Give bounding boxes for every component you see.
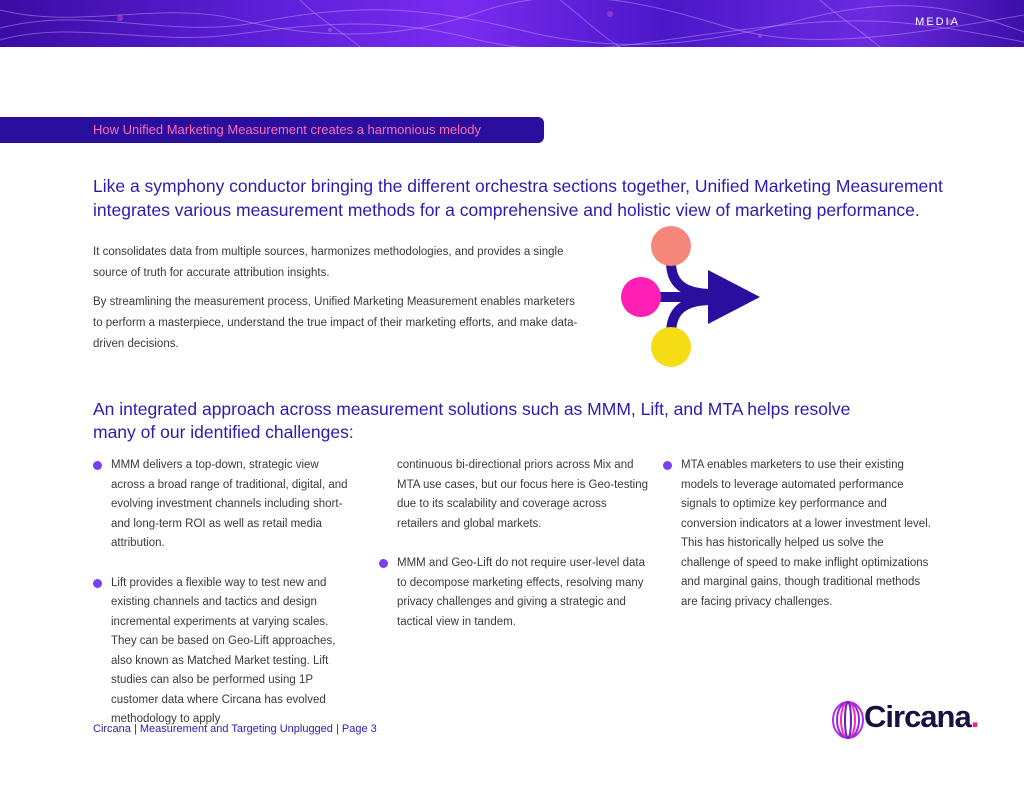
- list-item: MMM delivers a top-down, strategic view across a broad range of traditional, digital, and evolving investment channels including short- and long-term ROI as well as retail media attribution.: [93, 456, 353, 554]
- converging-arrow-icon: [612, 222, 772, 372]
- body-paragraph: By streamlining the measurement process, Unified Marketing Measurement enables marketers to perform a masterpiece, understand the true impact of their marketing efforts, and make data-driven decisions.: [93, 296, 578, 350]
- section-label: MEDIA: [915, 16, 960, 28]
- section-title: How Unified Marketing Measurement creates a harmonious melody: [93, 122, 482, 137]
- bullet-column-3: [663, 456, 935, 632]
- list-item: Lift provides a flexible way to test new and existing channels and tactics and design incremental experiments at varying scales. They can be based on Geo-Lift approaches, also known as Matched Market testing. Lift studies can also be performed using 1P customer data where Circana has evolved methodology to apply: [93, 574, 353, 730]
- logo-dot: .: [970, 699, 979, 734]
- list-item: MMM and Geo-Lift do not require user-level data to decompose marketing effects, resolving many privacy challenges and giving a strategic and tactical view in tandem.: [379, 554, 649, 632]
- bullet-column-1: [93, 456, 353, 750]
- header-banner: [0, 0, 1024, 47]
- banner-pattern: [0, 0, 1024, 47]
- subheading: An integrated approach across measurement solutions such as MMM, Lift, and MTA helps resolve many of our identified challenges:: [93, 399, 851, 442]
- bullet-dot: [93, 579, 102, 588]
- circana-logo-icon: [830, 697, 864, 743]
- bullet-dot: [663, 461, 672, 470]
- bullet-dot: [93, 461, 102, 470]
- list-item-continued: continuous bi-directional priors across Mix and MTA use cases, but our focus here is Geo-testing due to its scalability and coverage across retailers and global markets.: [397, 459, 648, 530]
- body-paragraph: It consolidates data from multiple sources, harmonizes methodologies, and provides a single source of truth for accurate attribution insights.: [93, 246, 564, 279]
- lead-statement: Like a symphony conductor bringing the different orchestra sections together, Unified Marketing Measurement integrates various measurement methods for a comprehensive and holistic view of marketing performance.: [93, 176, 943, 220]
- list-item: MTA enables marketers to use their existing models to leverage automated performance signals to optimize key performance and conversion indicators at a lower investment level. This has historically helped us solve the challenge of speed to make inflight optimizations and marginal gains, though traditional methods are facing privacy challenges.: [663, 456, 935, 612]
- bullet-dot: [379, 559, 388, 568]
- logo-wordmark: Circana: [864, 699, 971, 734]
- circana-logo: [830, 697, 980, 743]
- bullet-column-2: [379, 456, 649, 652]
- page-footer: Circana | Measurement and Targeting Unplugged | Page 3: [93, 723, 377, 735]
- section-title-bar: [0, 117, 544, 143]
